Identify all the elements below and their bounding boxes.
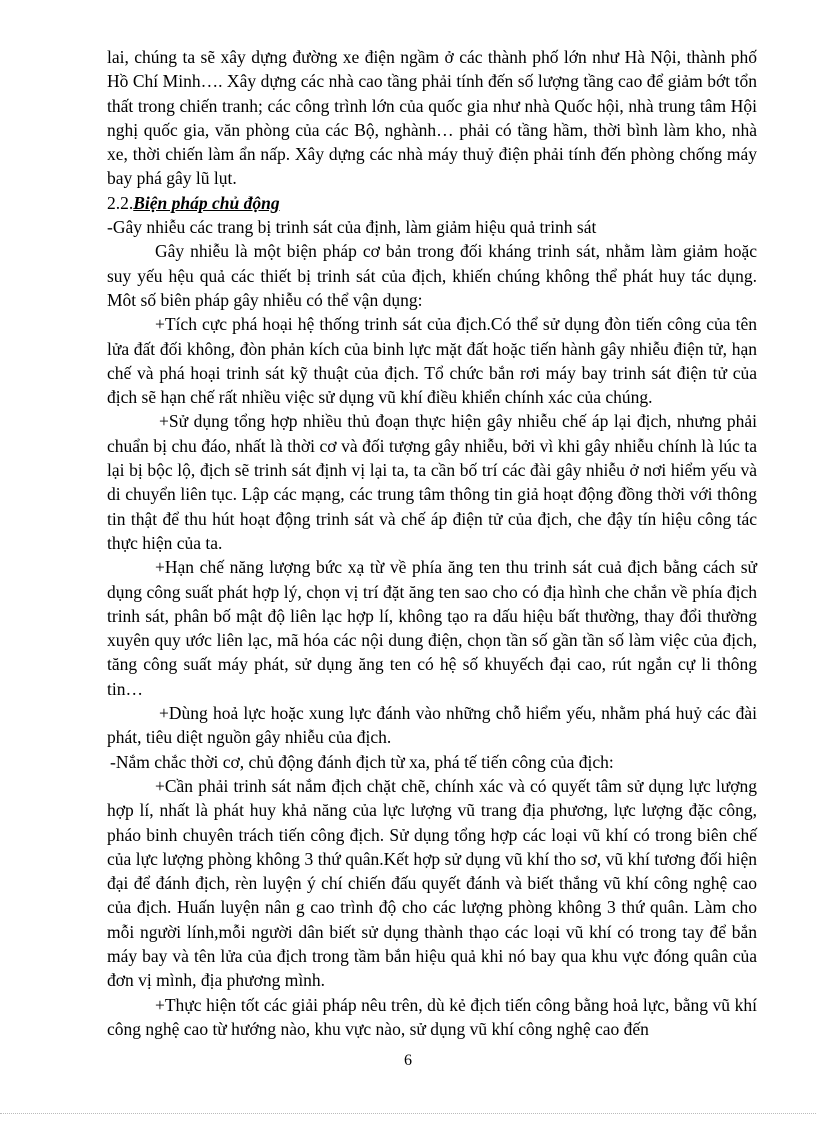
body-paragraph: +Tích cực phá hoại hệ thống trinh sát của địch.Có thể sử dụng đòn tiến công của tên lửa đất đối không, đòn phản kích của binh lực mặt đất hoặc tiến hành gây nhiễu điện tử, hạn chế và phá hoại trinh sát kỹ thuật của địch. Tổ chức bắn rơi máy bay trinh sát điện tử của địch sẽ hạn chế rất nhiều việc sử dụng vũ khí điều khiển chính xác của chúng. <box>107 314 757 408</box>
body-paragraph: +Cần phải trinh sát nắm địch chặt chẽ, chính xác và có quyết tâm sử dụng lực lượng hợp lí, nhất là phát huy khả năng của lực lượng vũ trang địa phương, lực lượng đặc công, pháo binh chuyên trách tiến công địch. Sử dụng tổng hợp các loại vũ khí có trong biên chế của lực lượng phòng không 3 thứ quân.Kết hợp sử dụng vũ khí tho sơ, vũ khí tương đối hiện đại để đánh địch, rèn luyện ý chí chiến đấu quyết đánh và biết thắng vũ khí công nghệ cao của địch. Huấn luyện nân g cao trình độ cho các lượng phòng không 3 thứ quân. Làm cho mỗi người lính,mỗi người dân biết sử dụng thành thạo các loại vũ khí có trong tay để bắn máy bay và tên lửa của địch trong tầm bắn hiệu quả khi nó bay qua khu vực đóng quân của đơn vị mình, địa phương mình. <box>107 775 757 991</box>
body-paragraph: +Thực hiện tốt các giải pháp nêu trên, dù kẻ địch tiến công bằng hoả lực, bằng vũ khí công nghệ cao từ hướng nào, khu vực nào, sử dụng vũ khí công nghệ cao đến <box>107 994 757 1039</box>
page-bottom-divider <box>0 1113 816 1114</box>
section-heading-title: Biện pháp chủ động <box>133 192 280 213</box>
section-heading-number: 2.2. <box>107 192 134 213</box>
body-paragraph: +Hạn chế năng lượng bức xạ từ về phía ăng ten thu trinh sát cuả địch bằng cách sử dụng công suất phát hợp lý, chọn vị trí đặt ăng ten sao cho có địa hình che chắn về phía địch trinh sát, phân bố mật độ liên lạc hợp lí, không tạo ra dấu hiệu bất thường, thay đổi thường xuyên quy ước liên lạc, mã hóa các nội dung điện, chọn tần số gần tần số làm việc của địch, tăng công suất máy phát, sử dụng ăng ten có hệ số khuyếch đại cao, rút ngắn cự li thông tin… <box>107 557 757 699</box>
body-paragraph: +Dùng hoả lực hoặc xung lực đánh vào những chỗ hiểm yếu, nhằm phá huỷ các đài phát, tiêu diệt nguồn gây nhiễu của địch. <box>107 703 757 748</box>
bullet-paragraph: -Nắm chắc thời cơ, chủ động đánh địch từ xa, phá tế tiến công của địch: <box>110 751 614 772</box>
page-number: 6 <box>404 1052 412 1069</box>
document-body <box>107 45 757 1041</box>
body-paragraph: Gây nhiễu là một biện pháp cơ bản trong đối kháng trinh sát, nhằm làm giảm hoặc suy yếu hệu quả các thiết bị trinh sát của địch, khiến chúng không thể phát huy tác dụng. Môt số biên pháp gây nhiễu có thể vận dụng: <box>107 241 757 310</box>
bullet-paragraph: -Gây nhiễu các trang bị trinh sát của định, làm giảm hiệu quả trinh sát <box>107 217 597 238</box>
body-paragraph: +Sử dụng tổng hợp nhiều thủ đoạn thực hiện gây nhiễu chế áp lại địch, nhưng phải chuẩn bị chu đáo, nhất là thời cơ và đối tượng gây nhiễu, bởi vì khi gây nhiễu chính là lúc ta lại bị bộc lộ, địch sẽ trinh sát định vị lại ta, ta cần bố trí các đài gây nhiễu ở nơi hiểm yếu và di chuyển liên tục. Lập các mạng, các trung tâm thông tin giả hoạt động đồng thời với thông tin thật để thu hút hoạt động trinh sát và chế áp điện tử của địch, che đậy tín hiệu công tác thực hiện của ta. <box>107 411 757 553</box>
section-heading <box>107 191 757 215</box>
body-paragraph: lai, chúng ta sẽ xây dựng đường xe điện ngầm ở các thành phố lớn như Hà Nội, thành phố Hồ Chí Minh…. Xây dựng các nhà cao tầng phải tính đến số lượng tầng cao để giảm bớt tổn thất trong chiến tranh; các công trình lớn của quốc gia như nhà Quốc hội, nhà trung tâm Hội nghị quốc gia, văn phòng của các Bộ, nghành… phải có tầng hầm, thời bình làm kho, nhà xe, thời chiến làm ẩn nấp. Xây dựng các nhà máy thuỷ điện phải tính đến phòng chống máy bay phá gây lũ lụt. <box>107 47 757 189</box>
